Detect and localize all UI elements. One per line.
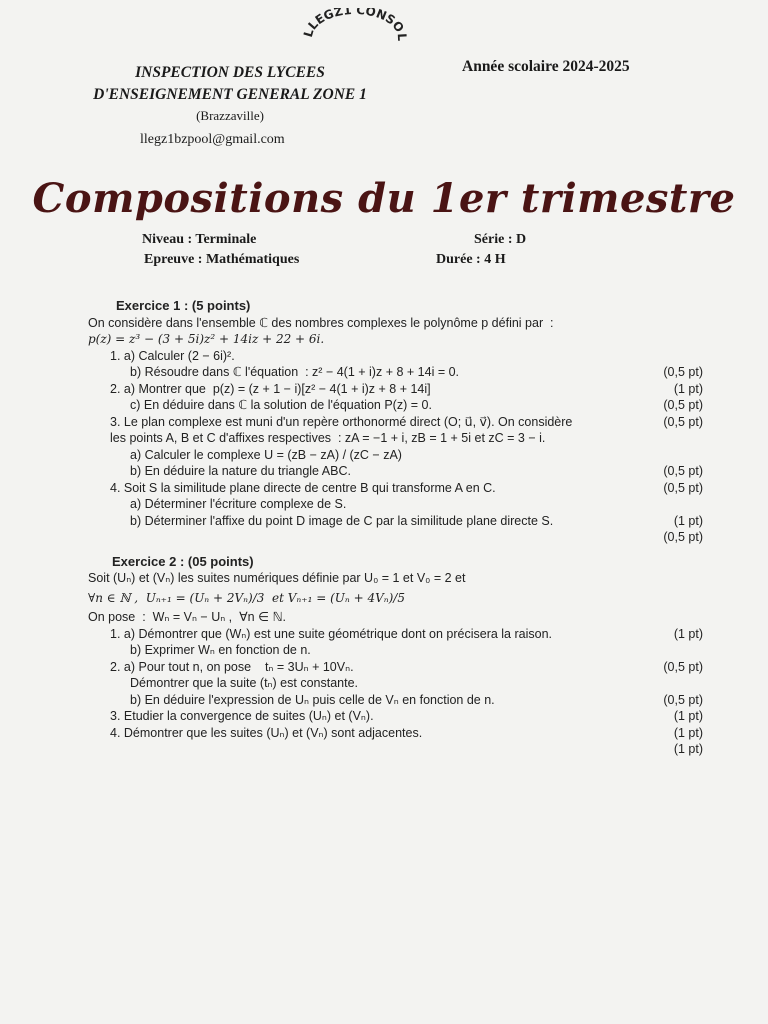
question-text: b) En déduire l'expression de Uₙ puis celle de Vₙ en fonction de n.	[130, 692, 495, 707]
meta-serie: Série : D	[474, 232, 527, 247]
points-label: (0,5 pt)	[663, 414, 703, 429]
question-row	[88, 430, 703, 447]
question-text: b) Exprimer Wₙ en fonction de n.	[130, 643, 311, 657]
question-row	[88, 397, 703, 414]
exercise2-intro3: On pose : Wₙ = Vₙ − Uₙ , ∀n ∈ ℕ.	[88, 610, 286, 624]
points-label: (0,5 pt)	[663, 365, 703, 379]
question-row	[88, 348, 703, 365]
points-label: (0,5 pt)	[663, 480, 703, 495]
question-row	[88, 381, 703, 398]
question-row	[88, 480, 703, 497]
question-text: 4. Démontrer que les suites (Uₙ) et (Vₙ) sont adjacentes.	[110, 725, 423, 740]
question-row	[88, 692, 703, 709]
school-year: Année scolaire 2024-2025	[462, 58, 630, 75]
points-label: (1 pt)	[673, 742, 703, 756]
school-stamp	[300, 8, 410, 66]
question-text: a) Calculer le complexe U = (zB − zA) / (zC − zA)	[130, 447, 402, 462]
question-row	[88, 741, 703, 758]
meta-duree: Durée : 4 H	[436, 252, 506, 267]
exercise1-title: Exercice 1 : (5 points)	[116, 298, 251, 313]
exercise2-title: Exercice 2 : (05 points)	[112, 553, 254, 569]
exercise1-intro2: p(z) = z³ − (3 + 5i)z² + 14iz + 22 + 6i.	[88, 332, 325, 346]
points-label: (1 pt)	[673, 626, 703, 641]
question-row	[88, 364, 703, 381]
question-text: Démontrer que la suite (tₙ) est constante.	[130, 676, 359, 690]
question-row	[88, 725, 703, 742]
question-text: 1. a) Calculer (2 − 6i)².	[110, 348, 235, 363]
points-label: (0,5 pt)	[663, 398, 703, 412]
question-row	[88, 463, 703, 480]
points-label: (0,5 pt)	[663, 659, 703, 674]
exercise2-items	[88, 626, 703, 758]
header-line1: INSPECTION DES LYCEES	[135, 64, 325, 81]
points-label: (0,5 pt)	[663, 692, 703, 707]
exercise2-intro1: Soit (Uₙ) et (Vₙ) les suites numériques définie par U₀ = 1 et V₀ = 2 et	[88, 571, 466, 585]
points-label: (0,5 pt)	[663, 464, 703, 478]
stamp-text: LLEGZ1 CONSOL	[300, 8, 410, 42]
exam-content	[88, 296, 703, 758]
question-row	[88, 414, 703, 431]
points-label: (1 pt)	[673, 513, 703, 528]
header-institution	[50, 62, 410, 126]
question-text: a) Déterminer l'écriture complexe de S.	[130, 497, 347, 511]
page-title: Compositions du 1er trimestre	[32, 175, 736, 222]
question-text: b) En déduire la nature du triangle ABC.	[130, 464, 351, 478]
question-row	[88, 513, 703, 530]
question-text: b) Déterminer l'affixe du point D image de C par la similitude plane directe S.	[130, 513, 554, 528]
header-email: llegz1bzpool@gmail.com	[140, 132, 285, 147]
question-text: c) En déduire dans ℂ la solution de l'équation P(z) = 0.	[130, 398, 432, 412]
meta-niveau: Niveau : Terminale	[142, 232, 257, 247]
question-row	[88, 529, 703, 546]
question-text: 3. Le plan complexe est muni d'un repère orthonormé direct (O; u⃗, v⃗). On considère	[110, 414, 573, 429]
question-row	[88, 675, 703, 692]
question-row	[88, 659, 703, 676]
question-text: 2. a) Pour tout n, on pose tₙ = 3Uₙ + 10Vₙ.	[110, 659, 354, 674]
exercise1-intro1: On considère dans l'ensemble ℂ des nombres complexes le polynôme p défini par :	[88, 315, 554, 330]
question-row	[88, 642, 703, 659]
question-text: 1. a) Démontrer que (Wₙ) est une suite géométrique dont on précisera la raison.	[110, 626, 553, 641]
svg-text:LLEGZ1 CONSOLIDATION	[300, 8, 409, 42]
question-text: 2. a) Montrer que p(z) = (z + 1 − i)[z² − 4(1 + i)z + 8 + 14i]	[110, 381, 431, 396]
question-text: 4. Soit S la similitude plane directe de centre B qui transforme A en C.	[110, 480, 496, 495]
meta-epreuve: Epreuve : Mathématiques	[144, 252, 300, 267]
question-text: les points A, B et C d'affixes respectives : zA = −1 + i, zB = 1 + 5i et zC = 3 − i.	[110, 431, 546, 445]
question-text: b) Résoudre dans ℂ l'équation : z² − 4(1 + i)z + 8 + 14i = 0.	[130, 365, 460, 379]
header-city: (Brazzaville)	[196, 108, 264, 123]
points-label: (0,5 pt)	[663, 530, 703, 544]
question-row	[88, 447, 703, 464]
points-label: (1 pt)	[673, 725, 703, 740]
points-label: (1 pt)	[673, 709, 703, 723]
question-text: 3. Etudier la convergence de suites (Uₙ) et (Vₙ).	[110, 709, 374, 723]
exercise2-intro2: ∀n ∈ ℕ , Uₙ₊₁ = (Uₙ + 2Vₙ)/3 et Vₙ₊₁ = (Uₙ + 4Vₙ)/5	[88, 590, 405, 605]
question-row	[88, 708, 703, 725]
exercise1-items	[88, 348, 703, 546]
header-line2: D'ENSEIGNEMENT GENERAL ZONE 1	[93, 86, 367, 103]
question-row	[88, 496, 703, 513]
question-row	[88, 626, 703, 643]
points-label: (1 pt)	[673, 381, 703, 396]
